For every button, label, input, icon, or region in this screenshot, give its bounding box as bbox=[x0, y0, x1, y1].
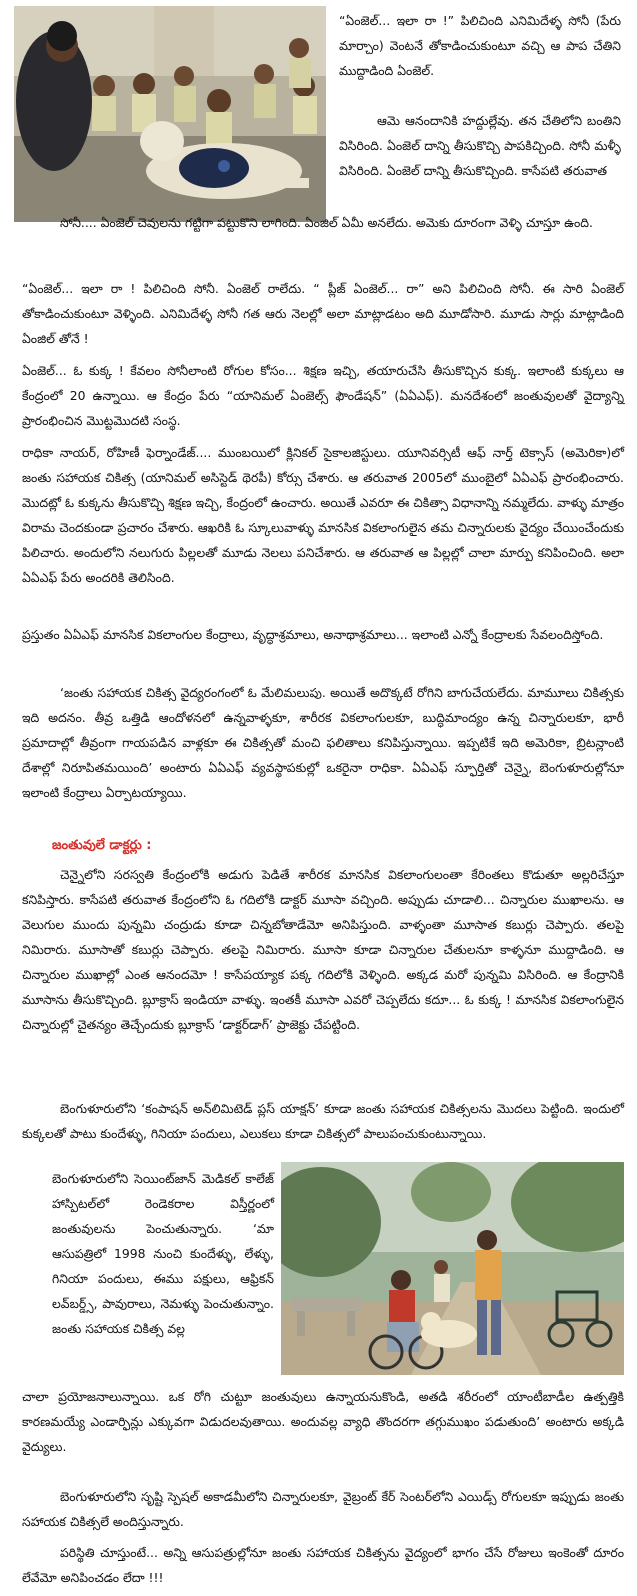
paragraph-srishti: బెంగుళూరులోని సృష్టి స్పెషల్ అకాడమీలోని చిన్నారులకూ, వైబ్రంట్ కేర్ సెంటర్‌లోని ఎయిడ్స్ రోగులకూ ఇప్పుడు జంతు సహాయక చికిత్సలే అందిస్తున్నారు. bbox=[22, 1489, 624, 1529]
paragraph-please: “ఏంజెల్... ఇలా రా ! పిలిచింది సోనీ. ఏంజెల్ రాలేదు. “ ప్లీజ్ ఏంజెల్... రా” అని పిలిచింది సోనీ. ఈ సారి ఏంజెల్ తోకాడించుకుంటూ వెళ్ళింది. ఎనిమిదేళ్ళ సోనీ గత ఆరు నెలల్లో అలా మాట్లాడటం అది మూడోసారి. మూడు సార్లు మాట్లాడింది ఏంజిల్ తోనే ! bbox=[22, 281, 624, 346]
paragraph-quote: ‘జంతు సహాయక చికిత్స వైద్యరంగంలో ఓ మేలిమలుపు. అయితే అదొక్కటే రోగిని బాగుచేయలేదు. మామూలు చికిత్సకు ఇది అదనం. తీవ్ర ఒత్తిడి ఆందోళనలో ఉన్నవాళ్ళకూ, శారీరక వికలాంగులకూ, బుద్ధిమాంద్యం ఉన్న చిన్నారులకూ, భారీ ప్రమాదాల్లో తీవ్రంగా గాయపడిన వాళ్లకూ ఈ చికిత్సతో మంచి ఫలితాలు కనిపిస్తున్నాయి. ఇప్పటికే ఇది అమెరికా, బ్రిటన్లాంటి దేశాల్లో నిరూపితమయింది’ అంటారు ఏఏఎఫ్ వ్యవస్థాపకుల్లో ఒకరైనా రాధికా. ఏఏఎఫ్ స్ఫూర్తితో చెన్నై, బెంగుళూరుల్లోనూ ఇలాంటి కేంద్రాలు ఏర్పాటయ్యాయి. bbox=[22, 685, 624, 800]
paragraph-joy: ఆమె ఆనందానికి హద్దుల్లేవు. తన చేతిలోని బంతిని విసిరింది. ఏంజెల్ దాన్ని తీసుకొచ్చి పాపకిచ్చింది. సోనీ మళ్ళీ విసిరింది. ఏంజెల్ దాన్ని తీసుకొచ్చింది. కాసేపటి తరువాత bbox=[339, 113, 621, 178]
photo-patient-with-dog bbox=[281, 1162, 624, 1375]
paragraph-st-johns: బెంగుళూరులోని సెయింట్‌జాన్ మెడికల్ కాలేజ్ హాస్పిటల్‌లో రెండెకరాల విస్తీర్ణంలో జంతువులను పెంచుతున్నారు. ‘మా ఆసుపత్రిలో 1998 నుంచి కుందేళ్ళు, లేళ్ళు, గినియా పందులు, ఈము పక్షులు, ఆఫ్రికన్ లవ్‌బర్డ్స్, పావురాలు, నెమళ్ళు పెంచుతున్నాం. జంతు సహాయక చికిత్స వల్ల bbox=[52, 1171, 274, 1336]
paragraph-chennai: చెన్నైలోని సరస్వతి కేంద్రంలోకి అడుగు పెడితే శారీరక మానసిక వికలాంగులంతా కేరింతలు కొడుతూ అల్లరిచేస్తూ కనిపిస్తారు. కాసేపటి తరువాత కేంద్రంలోని ఓ గదిలోకి డాక్టర్ మూసా వచ్చింది. అప్పుడు చూడాలి... చిన్నారుల ముఖాలను. ఆ వెలుగుల ముందు పున్నమి చంద్రుడు కూడా చిన్నబోతాడేమో అనిపిస్తుంది. వాళ్ళంతా మూసాత కబుర్లు చెప్పారు. తలపై నిమిరారు. మూసాతో కబుర్లు చెప్పారు. తలపై నిమిరారు. మూసా కూడా చిన్నారుల చేతులనూ కాళ్ళనూ ముద్దాడింది. ఆ చిన్నారుల ముఖాల్లో ఎంత ఆనందమో ! కాసేపయ్యాక పక్క గదిలోకి వెళ్ళింది. అక్కడ మరో పున్నమి విసిరింది. ఆ కేంద్రానికి మూసాను తీసుకొచ్చింది. బ్లూక్రాస్ ఇండియా వాళ్ళు. ఇంతకీ మూసా ఎవరో చెప్పలేదు కదూ... ఓ కుక్క ! మానసిక వికలాంగులైన చిన్నారుల్లో చైతన్యం తెచ్చేందుకు బ్లూక్రాస్ ‘డాక్టర్‌డాగ్’ ప్రాజెక్టు చేపట్టింది. bbox=[22, 867, 624, 1032]
paragraph-services: ప్రస్తుతం ఏఏఎఫ్ మానసిక వికలాంగుల కేంద్రాలు, వృద్ధాశ్రమాలు, అనాథాశ్రమాలు... ఇలాంటి ఎన్నో కేంద్రాలకు సేవలందిస్తోంది. bbox=[22, 627, 604, 642]
paragraph-conclusion: పరిస్థితి చూస్తుంటే... అన్ని ఆసుపత్రుల్లోనూ జంతు సహాయక చికిత్సను వైద్యంలో భాగం చేసే రోజులు ఇంకెంతో దూరం లేవేమో అనిపించడం లేదా !!! bbox=[22, 1545, 624, 1585]
paragraph-benefits: చాలా ప్రయోజనాలున్నాయి. ఒక రోగి చుట్టూ జంతువులు ఉన్నాయనుకొండి, అతడి శరీరంలో యాంటీబాడీల ఉత్పత్తికి కారణమయ్యే ఎండార్ఫిన్లు ఎక్కువగా విడుదలవుతాయి. అందువల్ల వ్యాధి తొందరగా తగ్గుముఖం పడుతుంది’ అంటారు అక్కడి వైద్యులు. bbox=[22, 1389, 624, 1454]
paragraph-ears: సోనీ.... ఏంజెల్ చెవులను గట్టిగా పట్టుకొని లాగింది. ఏంజిల్ ఏమీ అనలేదు. అమెకు దూరంగా వెళ్ళి చూస్తూ ఉంది. bbox=[60, 215, 593, 230]
paragraph-dog-intro: ఏంజెల్... ఓ కుక్క ! కేవలం సోనీలాంటి రోగుల కోసం... శిక్షణ ఇచ్చి, తయారుచేసి తీసుకొచ్చిన కుక్క. ఇలాంటి కుక్కలు ఆ కేంద్రంలో 20 ఉన్నాయి. ఆ కేంద్రం పేరు “యానిమల్ ఏంజెల్స్ ఫౌండేషన్” (ఏఏఎఫ్). మనదేశంలో జంతువులతో వైద్యాన్ని ప్రారంభించిన మొట్టమొదటి సంస్థ. bbox=[22, 363, 624, 428]
classroom-photo-illustration bbox=[14, 6, 326, 222]
paragraph-intro: “ఏంజెల్... ఇలా రా !” పిలిచింది ఎనిమిదేళ్ళ సోనీ (పేరు మార్చాం) వెంటనే తోకాడించుకుంటూ వచ్చి ఆ పాప చేతిని ముద్దాడింది ఏంజెల్. bbox=[339, 13, 621, 78]
section-heading-animal-doctors: జంతువులే డాక్టర్లు : bbox=[52, 838, 152, 853]
photo-children-with-dog bbox=[14, 6, 326, 222]
paragraph-bangalore-compassion: బెంగుళూరులోని ‘కంపాషన్ అన్‌లిమిటెడ్ ప్లస్ యాక్షన్’ కూడా జంతు సహాయక చికిత్సలను మొదలు పెట్టింది. ఇందులో కుక్కలతో పాటు కుందేళ్ళు, గినియా పందులు, ఎలుకలు కూడా చికిత్సలో పాలుపంచుకుంటున్నాయి. bbox=[22, 1101, 624, 1141]
paragraph-founders: రాధికా నాయర్, రోహిణీ ఫెర్నాండేజ్.... ముంబయిలో క్లినికల్ సైకాలజిస్టులు. యూనివర్సిటీ ఆఫ్ నార్త్ టెక్సాస్ (అమెరికా)లో జంతు సహాయక చికిత్స (యానిమల్ అసిస్టెడ్ థెరపీ) కోర్సు చేశారు. ఆ తరువాత 2005లో ముంబైలో ఏఏఎఫ్ ప్రారంభించారు. మొదట్లో ఓ కుక్కను తీసుకొచ్చి శిక్షణ ఇచ్చి, కేంద్రంలో ఉంచారు. అయితే ఎవరూ ఈ చికిత్సా విధానాన్ని నమ్మలేదు. వాళ్ళు మాత్రం విరామ చెందకుండా ప్రచారం చేశారు. ఆఖరికి ఓ స్కూలువాళ్ళు మానసిక వికలాంగులైన తమ చిన్నారులకు వైద్యం చేయించేందుకు పిలిచారు. అందులోని నలుగురు పిల్లలతో మూడు నెలలు పనిచేశారు. ఆ తరువాత ఆ పిల్లల్లో చాలా మార్పు కనిపించింది. అలా ఏఏఎఫ్ పేరు అందరికి తెలిసింది. bbox=[22, 445, 624, 585]
garden-photo-illustration bbox=[281, 1162, 624, 1375]
